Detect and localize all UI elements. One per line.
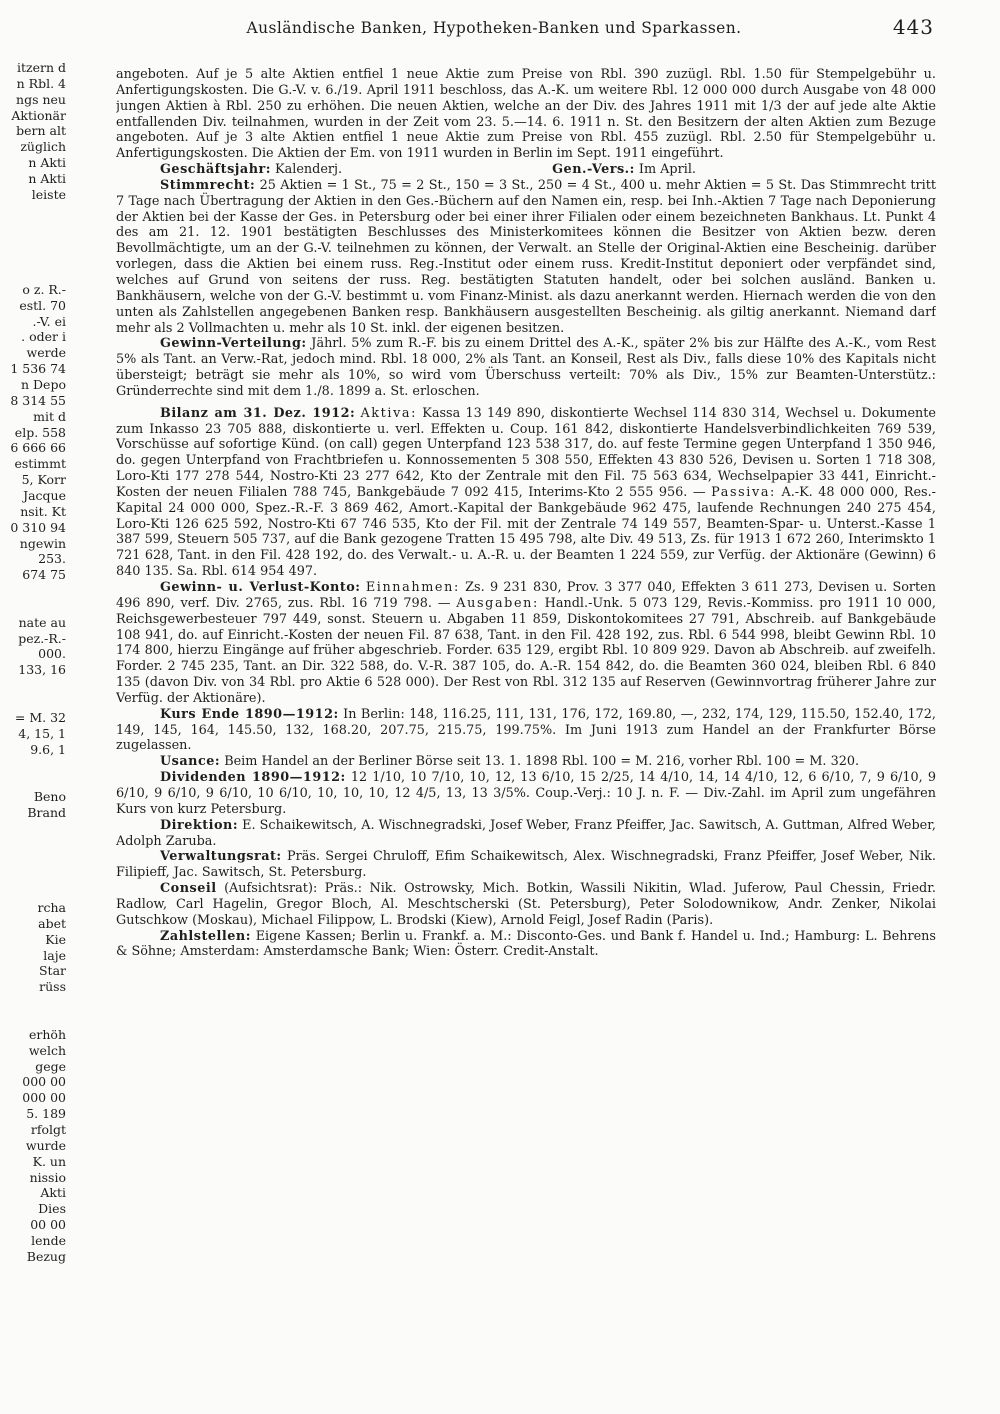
paragraph-verwaltungsrat xyxy=(116,849,936,881)
guv-ausgaben-text: Handl.-Unk. 5 073 129, Revis.-Kommiss. pro 1911 10 000, Reichsgewerbesteuer 797 449, sonst. Steuern u. Abgaben 11 859, Diskontokomitees 27 791, Abschreib. auf Bankgebäude 108 941, do. auf Einricht.-Kosten der neuen Fil. 87 638, Tant. in den Fil. 428 192, zus. Rbl. 6 544 998, bleibt Gewinn Rbl. 10 174 800, hierzu Eingänge auf früher abgeschrieb. Forder. 635 129, ergibt Rbl. 10 809 929. Davon ab Abschreib. auf zweifelh. Forder. 2 745 235, Tant. an Dir. 322 588, do. V.-R. 387 105, do. A.-R. 154 842, do. die Beamten 360 024, bleiben Rbl. 6 840 135 (davon Div. von 34 Rbl. pro Aktie 6 528 000). Der Rest von Rbl. 312 135 auf Reserven (Gewinnvortrag früherer Jahre zur Verfüg. der Aktionäre). xyxy=(116,595,936,706)
running-head xyxy=(120,15,938,45)
margin-fragment: Bezug xyxy=(26,1248,66,1264)
guv-einnahmen-text: Zs. 9 231 830, Prov. 3 377 040, Effekten 3 611 273, Devisen u. Sorten 496 890, verf. Div. 2765, zus. Rbl. 16 719 798. — xyxy=(116,580,936,611)
margin-fragment: 00 00 xyxy=(30,1217,66,1233)
page-number: 443 xyxy=(892,15,934,39)
margin-fragment: 000. xyxy=(38,646,66,662)
stimmrecht-label: Stimmrecht: xyxy=(160,177,256,193)
kurs-label: Kurs Ende 1890—1912: xyxy=(160,706,339,722)
margin-fragment: Star xyxy=(38,963,66,979)
margin-fragment: 1 536 74 xyxy=(10,361,66,377)
usance-text: Beim Handel an der Berliner Börse seit 13. 1. 1898 Rbl. 100 = M. 216, vorher Rbl. 100 = M. 320. xyxy=(220,754,860,770)
guv-einnahmen-label: Einnahmen: xyxy=(365,580,460,595)
geschaeftsjahr-label: Geschäftsjahr: xyxy=(160,162,271,178)
paragraph-kurs xyxy=(116,707,936,755)
margin-fragment: n Akti xyxy=(28,155,66,171)
margin-fragment: 6 666 66 xyxy=(10,440,66,456)
margin-fragment: ngewin xyxy=(19,535,66,551)
margin-fragment: 5, Korr xyxy=(21,472,66,488)
usance-label: Usance: xyxy=(160,754,221,770)
paragraph-conseil xyxy=(116,881,936,929)
geschaeftsjahr-item xyxy=(160,162,342,178)
left-margin-strip xyxy=(0,60,66,1400)
margin-fragment: werde xyxy=(26,345,66,361)
bilanz-label: Bilanz am 31. Dez. 1912: xyxy=(160,405,356,421)
margin-fragment: gege xyxy=(35,1058,66,1074)
margin-fragment: 674 75 xyxy=(22,567,66,583)
margin-fragment: nate au xyxy=(18,614,66,630)
paragraph-dividenden xyxy=(116,770,936,818)
margin-fragment: Brand xyxy=(27,804,66,820)
bilanz-aktiva-label: Aktiva: xyxy=(360,405,418,421)
margin-fragment: n Akti xyxy=(28,170,66,186)
zahlstellen-label: Zahlstellen: xyxy=(160,928,251,944)
paragraph-zahlstellen xyxy=(116,929,936,961)
margin-fragment: abet xyxy=(38,915,66,931)
margin-fragment: 000 00 xyxy=(22,1090,66,1106)
paragraph-stimmrecht xyxy=(116,178,936,336)
margin-fragment: 5. 189 xyxy=(26,1106,66,1122)
margin-fragment: laje xyxy=(43,947,66,963)
gewinn-text: Jährl. 5% zum R.-F. bis zu einem Drittel des A.-K., später 2% bis zur Hälfte des A.-K., vom Rest 5% als Tant. an Verw.-Rat, jedoch mind. Rbl. 18 000, 2% als Tant. an Konseil, Rest als Div., falls diese 10% des Kapitals nicht übersteigt; beträgt sie mehr als 10%, so wird vom Überschuss verteilt: 70% als Div., 15% zur Beamten-Unterstütz.: Gründerrechte sind mit dem 1./8. 1899 a. St. erloschen. xyxy=(116,336,936,399)
margin-fragment: wurde xyxy=(25,1137,66,1153)
margin-fragment: 000 00 xyxy=(22,1074,66,1090)
margin-fragment: 253. xyxy=(38,551,66,567)
margin-fragment: 133, 16 xyxy=(18,662,66,678)
paragraph-kapital-history: angeboten. Auf je 5 alte Aktien entfiel 1 neue Aktie zum Preise von Rbl. 390 zuzügl. Rbl. 1.50 für Stempelgebühr u. Anfertigungskosten. Die G.-V. v. 6./19. April 1911 beschloss, das A.-K. um weitere Rbl. 12 000 000 durch Ausgabe von 48 000 jungen Aktien à Rbl. 250 zu erhöhen. Die neuen Aktien, welche an der Div. des Jahres 1911 mit 1/3 der auf jede alte Aktie entfallenden Div. teilnahmen, wurden in der Zeit vom 23. 5.—14. 6. 1911 n. St. den Besitzern der alten Aktien zum Bezuge angeboten. Auf je 3 alte Aktien entfiel 1 neue Aktie zum Preise von Rbl. 455 zuzügl. Rbl. 2.50 für Stempelgebühr u. Anfertigungskosten. Die Aktien der Em. von 1911 wurden in Berlin im Sept. 1911 eingeführt. xyxy=(116,67,936,162)
margin-fragment: rfolgt xyxy=(30,1121,66,1137)
geschaeftsjahr-line xyxy=(116,162,936,178)
margin-fragment: . oder i xyxy=(21,329,66,345)
margin-fragment: = M. 32 xyxy=(14,709,66,725)
bilanz-passiva-text: A.-K. 48 000 000, Res.-Kapital 24 000 000, Spez.-R.-F. 3 869 462, Amort.-Kapital der Bankgebäude 962 475, laufende Rechnungen 240 275 454, Loro-Kti 126 625 592, Nostro-Kti 67 746 535, Kto der Fil. mit der Zentrale 74 149 557, Beamten-Spar- u. Unterst.-Kasse 1 387 599, Steuern 505 737, auf die Bank gezogene Tratten 15 495 798, alte Div. 49 513, Zs. für 1913 1 672 260, Interimskto 1 721 628, Tant. in den Fil. 428 192, do. des Verwalt.- u. A.-R. u. der Beamten 1 224 559, zur Verfüg. der Aktionäre (Gewinn) 6 840 135. Sa. Rbl. 614 954 497. xyxy=(116,484,936,580)
margin-fragment: nsit. Kt xyxy=(20,503,66,519)
margin-fragment: 4, 15, 1 xyxy=(18,725,66,741)
margin-fragment: Kie xyxy=(45,931,66,947)
guv-label: Gewinn- u. Verlust-Konto: xyxy=(160,580,361,595)
paragraph-bilanz xyxy=(116,406,936,580)
margin-fragment: 0 310 94 xyxy=(10,519,66,535)
margin-fragment: o z. R.- xyxy=(22,281,66,297)
margin-fragment: rcha xyxy=(37,900,66,916)
verwaltungsrat-text: Präs. Sergei Chruloff, Efim Schaikewitsch, Alex. Wischnegradski, Franz Pfeiffer, Josef Weber, Nik. Filipieff, Jac. Sawitsch, St. Petersburg. xyxy=(116,849,936,881)
genvers-value: Im April. xyxy=(634,162,696,178)
margin-fragment: Aktionär xyxy=(11,107,66,123)
direktion-label: Direktion: xyxy=(160,817,239,833)
zahlstellen-text: Eigene Kassen; Berlin u. Frankf. a. M.: Disconto-Ges. und Bank f. Handel u. Ind.; Hamburg: L. Behrens & Söhne; Amsterdam: Amsterdamsche Bank; Wien: Österr. Credit-Anstalt. xyxy=(116,928,936,960)
paragraph-usance xyxy=(116,754,936,770)
margin-fragment: mit d xyxy=(33,408,66,424)
margin-fragment: n Rbl. 4 xyxy=(16,75,66,91)
stimmrecht-text: 25 Aktien = 1 St., 75 = 2 St., 150 = 3 St., 250 = 4 St., 400 u. mehr Aktien = 5 St. Das Stimmrecht tritt 7 Tage nach Übertragung der Aktien in den Ges.-Büchern auf den Namen ein, resp. bei Inh.-Aktien 7 Tage nach Deponierung der Aktien bei der Kasse der Ges. in Petersburg oder bei einer ihrer Filialen oder einem bezeichneten Bankhaus. Lt. Punkt 4 des am 21. 12. 1901 bestätigten Beschlusses des Ministerkomitees können die Besitzer von Aktien bezw. deren Bevollmächtigte, um an der G.-V. teilnehmen zu können, der Verwalt. an Stelle der Original-Aktien eine Bescheinig. darüber vorlegen, dass die Aktien bei einem russ. Reg.-Institut oder einem russ. Kredit-Institut deponiert oder verpfändet sind, welches auf Grund von seitens der russ. Reg. bestätigten Statuten handelt, oder bei solchen ausländ. Banken u. Bankhäusern, welche von der G.-V. bestimmt u. vom Finanz-Minist. als dazu anerkannt werden. Hiernach werden die von den unten als Zahlstellen angegebenen Banken resp. Bankhäusern ausgestellten Bescheinig. als giltig anerkannt. Niemand darf mehr als 2 Vollmachten u. mehr als 10 St. inkl. der eigenen besitzen. xyxy=(116,177,936,336)
margin-fragment: estl. 70 xyxy=(19,297,66,313)
gewinn-label: Gewinn-Verteilung: xyxy=(160,336,307,352)
margin-fragment: erhöh xyxy=(29,1026,66,1042)
margin-fragment: welch xyxy=(28,1042,66,1058)
kurs-text: In Berlin: 148, 116.25, 111, 131, 176, 172, 169.80, —, 232, 174, 129, 115.50, 152.40, 172, 149, 145, 164, 145.50, 132, 168.20, 207.75, 215.75, 199.75%. Im Juni 1913 zum Handel an der Frankfurter Börse zugelassen. xyxy=(116,706,936,754)
margin-fragment: elp. 558 xyxy=(14,424,66,440)
margin-fragment: lende xyxy=(31,1232,66,1248)
paragraph-direktion xyxy=(116,818,936,850)
margin-fragment: 8 314 55 xyxy=(10,392,66,408)
margin-fragment: n Depo xyxy=(21,377,66,392)
margin-fragment: leiste xyxy=(31,186,66,202)
margin-fragment: rüss xyxy=(39,979,66,995)
margin-fragment: nissio xyxy=(29,1169,66,1185)
dividenden-label: Dividenden 1890—1912: xyxy=(160,770,346,786)
geschaeftsjahr-value: Kalenderj. xyxy=(270,162,343,178)
article-body xyxy=(116,67,936,1407)
margin-fragment: Jacque xyxy=(23,487,66,503)
verwaltungsrat-label: Verwaltungsrat: xyxy=(160,849,282,865)
guv-ausgaben-label: Ausgaben: xyxy=(456,595,539,611)
margin-fragment: bern alt xyxy=(16,123,66,139)
genvers-label: Gen.-Vers.: xyxy=(552,162,635,178)
margin-fragment: itzern d xyxy=(16,60,66,75)
direktion-text: E. Schaikewitsch, A. Wischnegradski, Josef Weber, Franz Pfeiffer, Jac. Sawitsch, A. Guttman, Alfred Weber, Adolph Zaruba. xyxy=(116,817,936,849)
bilanz-aktiva-text: Kassa 13 149 890, diskontierte Wechsel 114 830 314, Wechsel u. Dokumente zum Inkasso 23 705 888, diskontierte u. verl. Effekten u. Coup. 161 842, diskontierte Handelsverbindlichkeiten 769 539, Vorschüsse auf sofortige Künd. (on call) gegen Unterpfand 123 538 317, do. auf feste Termine gegen Unterpfand 1 350 946, do. gegen Unterpfand von Frachtbriefen u. Konnossementen 5 308 550, Effekten 43 830 526, Devisen u. Sorten 1 718 308, Loro-Kti 177 278 544, Nostro-Kti 23 277 642, Kto der Zentrale mit den Fil. 75 563 634, Wechselpapier 33 441, Einricht.-Kosten der neuen Filialen 788 745, Bankgebäude 7 092 415, Interims-Kto 2 555 956. — xyxy=(116,405,936,500)
conseil-label: Conseil xyxy=(160,881,217,897)
margin-fragment: estimmt xyxy=(14,456,66,472)
paragraph-gewinn-verteilung xyxy=(116,336,936,399)
dividenden-text: 12 1/10, 10 7/10, 10, 12, 13 6/10, 15 2/25, 14 4/10, 14, 14 4/10, 12, 6 6/10, 7, 9 6/10, 9 6/10, 9 6/10, 9 6/10, 10 6/10, 10, 10, 10, 12 4/5, 13, 13 3/5%. Coup.-Verj.: 10 J. n. F. — Div.-Zahl. im April zum ungefähren Kurs von kurz Petersburg. xyxy=(116,770,936,817)
margin-fragment: .-V. ei xyxy=(32,313,66,329)
margin-fragment: 9.6, 1 xyxy=(30,741,66,757)
running-title: Ausländische Banken, Hypotheken-Banken und Sparkassen. xyxy=(246,19,742,37)
paragraph-gewinn-verlust xyxy=(116,580,936,707)
margin-fragment: Dies xyxy=(38,1201,66,1217)
genvers-item xyxy=(552,162,696,178)
bilanz-passiva-label: Passiva: xyxy=(711,484,776,500)
margin-fragment: pez.-R.- xyxy=(18,630,66,646)
margin-fragment: ngs neu xyxy=(16,91,66,107)
margin-fragment: züglich xyxy=(20,139,66,155)
margin-fragment: K. un xyxy=(32,1153,66,1169)
margin-fragment: Beno xyxy=(33,789,66,805)
margin-fragment: Akti xyxy=(40,1185,66,1201)
conseil-text: (Aufsichtsrat): Präs.: Nik. Ostrowsky, Mich. Botkin, Wassili Nikitin, Wlad. Juferow, Paul Chessin, Friedr. Radlow, Carl Hagelin, Gregor Bloch, Al. Meschtscherski (St. Petersburg), Peter Solodownikow, Andr. Zenker, Nikolai Gutschkow (Moskau), Michael Filippow, L. Brodski (Kiew), Arnold Feigl, Josef Radin (Paris). xyxy=(116,881,936,928)
